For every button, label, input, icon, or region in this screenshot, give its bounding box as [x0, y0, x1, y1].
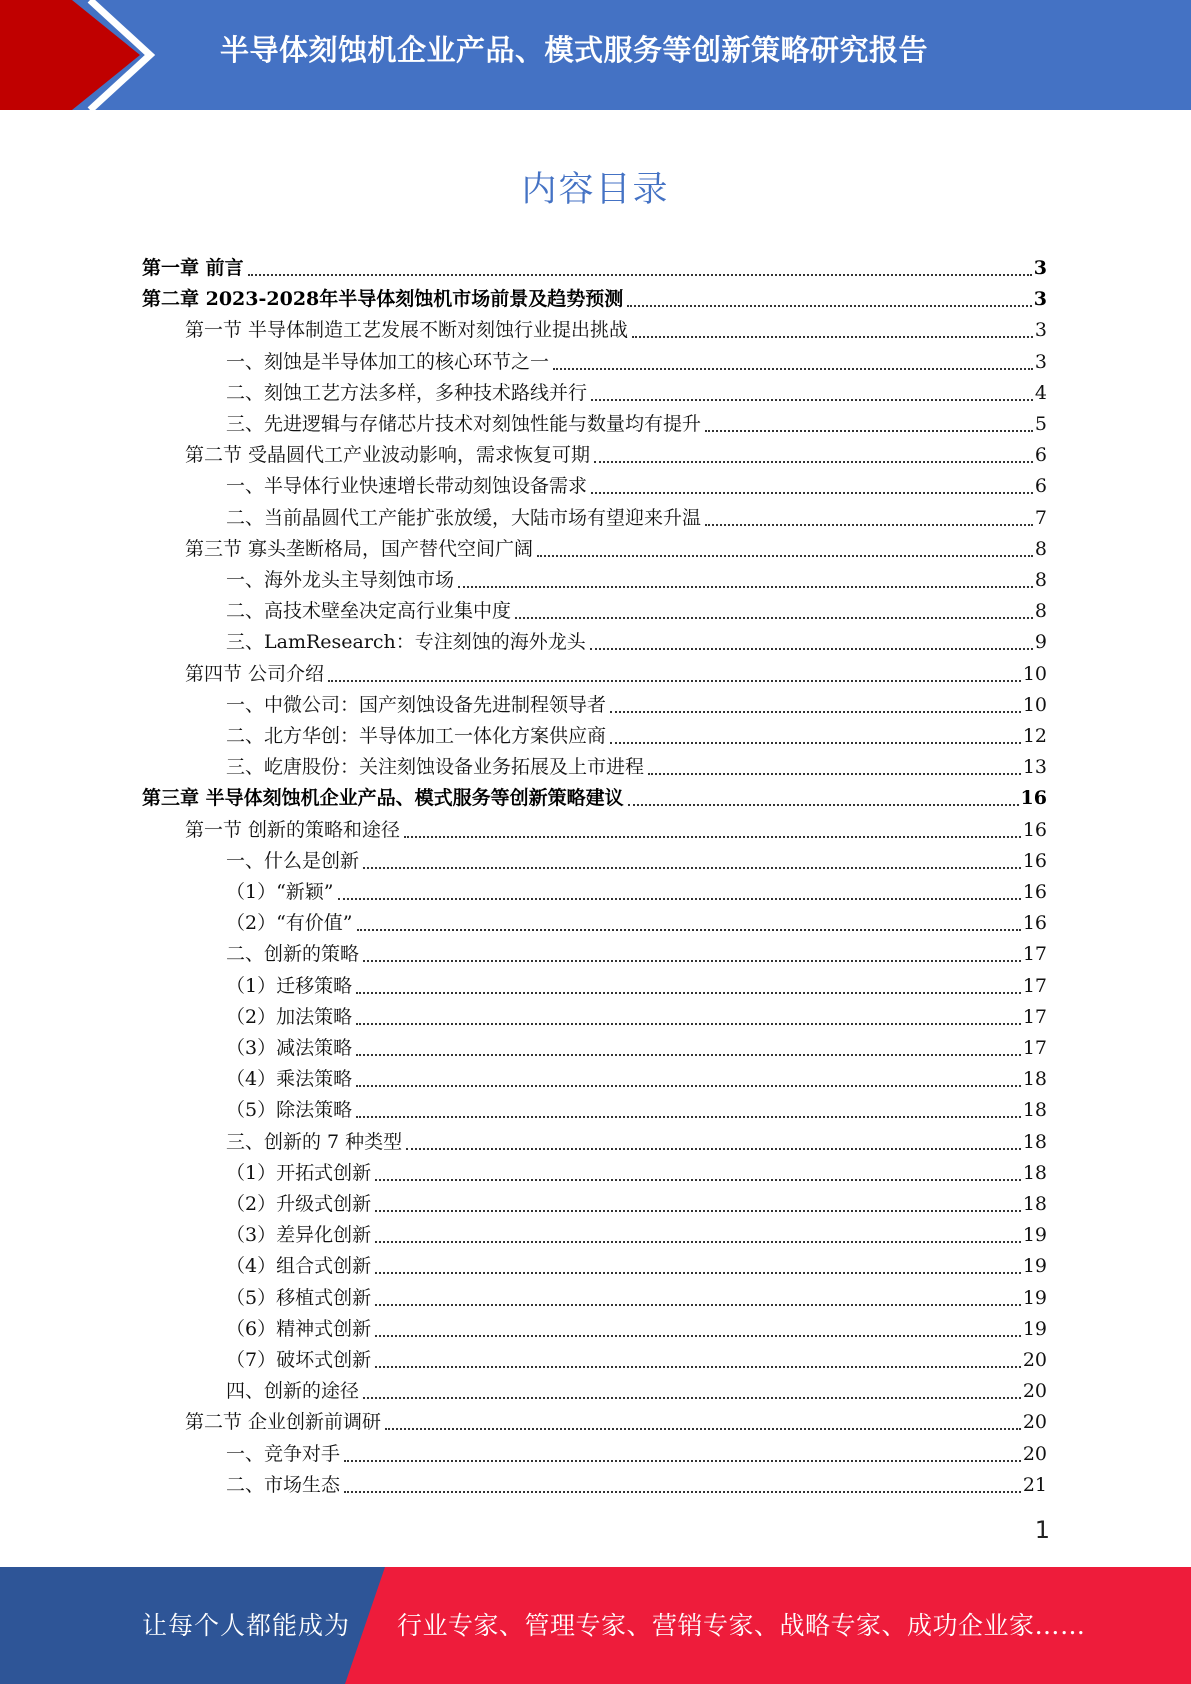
toc-entry-title: 三、屹唐股份：关注刻蚀设备业务拓展及上市进程 — [226, 756, 645, 779]
page-footer — [0, 1567, 1191, 1684]
toc-entry-page: 20 — [1022, 1380, 1047, 1403]
toc-entry-title: （1）迁移策略 — [226, 974, 353, 997]
toc-entry-page: 3 — [1033, 257, 1047, 279]
toc-dot-leader — [356, 1116, 1021, 1118]
toc-entry[interactable] — [226, 596, 1047, 627]
toc-dot-leader — [385, 1428, 1021, 1430]
toc-entry-page: 8 — [1034, 600, 1047, 623]
toc-entry[interactable] — [226, 1033, 1047, 1064]
footer-slogan-right: 行业专家、管理专家、营销专家、战略专家、成功企业家…… — [397, 1611, 1086, 1640]
toc-entry[interactable] — [226, 1251, 1047, 1282]
toc-entry[interactable] — [185, 315, 1047, 346]
toc-entry-page: 16 — [1022, 912, 1047, 935]
toc-entry[interactable] — [226, 939, 1047, 970]
toc-entry-page: 16 — [1022, 849, 1047, 872]
toc-entry-title: （6）精神式创新 — [226, 1317, 372, 1340]
toc-dot-leader — [553, 368, 1033, 370]
toc-entry-page: 3 — [1034, 350, 1047, 373]
toc-entry-page: 10 — [1022, 693, 1047, 716]
toc-entry-title: 二、刻蚀工艺方法多样，多种技术路线并行 — [226, 381, 588, 404]
toc-entry-title: （1）开拓式创新 — [226, 1161, 372, 1184]
toc-entry-title: 一、中微公司：国产刻蚀设备先进制程领导者 — [226, 693, 607, 716]
toc-entry[interactable] — [226, 471, 1047, 502]
toc-entry-page: 19 — [1022, 1317, 1047, 1340]
toc-entry[interactable] — [142, 284, 1047, 315]
toc-entry-title: （2）“有价值” — [226, 912, 353, 935]
toc-entry[interactable] — [226, 1376, 1047, 1407]
toc-entry-page: 10 — [1022, 662, 1047, 685]
toc-entry-title: 一、海外龙头主导刻蚀市场 — [226, 569, 455, 591]
toc-entry-title: （2）加法策略 — [226, 1005, 353, 1028]
toc-entry[interactable] — [226, 846, 1047, 877]
toc-entry[interactable] — [226, 1470, 1047, 1501]
toc-entry-page: 4 — [1034, 381, 1047, 404]
toc-dot-leader — [610, 711, 1021, 713]
toc-entry-page: 18 — [1022, 1130, 1047, 1153]
toc-entry[interactable] — [226, 378, 1047, 409]
toc-entry-title: （4）组合式创新 — [226, 1255, 372, 1278]
toc-entry-title: 第二章 2023-2028年半导体刻蚀机市场前景及趋势预测 — [142, 288, 624, 311]
toc-entry-title: 一、什么是创新 — [226, 849, 360, 872]
toc-entry-title: （3）减法策略 — [226, 1037, 353, 1059]
toc-entry[interactable] — [226, 877, 1047, 908]
page-header — [0, 0, 1191, 110]
toc-entry[interactable] — [226, 503, 1047, 534]
toc-entry-page: 5 — [1034, 413, 1047, 435]
toc-entry-page: 8 — [1034, 537, 1047, 560]
toc-entry-page: 19 — [1022, 1286, 1047, 1309]
toc-entry-title: 第一章 前言 — [142, 257, 244, 279]
toc-entry-title: （4）乘法策略 — [226, 1068, 353, 1091]
toc-entry-page: 17 — [1022, 943, 1047, 966]
toc-dot-leader — [363, 960, 1021, 962]
toc-dot-leader — [375, 1179, 1021, 1181]
toc-entry-page: 18 — [1022, 1193, 1047, 1215]
toc-entry-title: 三、创新的 7 种类型 — [226, 1130, 403, 1153]
toc-entry[interactable] — [226, 409, 1047, 440]
toc-entry-page: 20 — [1022, 1349, 1047, 1371]
toc-dot-leader — [705, 524, 1033, 526]
toc-entry[interactable] — [226, 627, 1047, 658]
toc-entry-title: （7）破坏式创新 — [226, 1349, 372, 1371]
toc-entry-page: 18 — [1022, 1068, 1047, 1091]
toc-entry[interactable] — [185, 815, 1047, 846]
toc-entry[interactable] — [226, 1002, 1047, 1033]
toc-entry-page: 12 — [1022, 725, 1047, 747]
toc-entry-page: 17 — [1022, 1037, 1047, 1059]
toc-entry-title: 二、高技术壁垒决定高行业集中度 — [226, 600, 512, 623]
toc-entry[interactable] — [226, 690, 1047, 721]
toc-dot-leader — [590, 648, 1033, 650]
toc-dot-leader — [375, 1272, 1021, 1274]
toc-dot-leader — [344, 1460, 1021, 1462]
toc-entry[interactable] — [226, 1064, 1047, 1095]
toc-entry-page: 19 — [1022, 1224, 1047, 1247]
toc-entry-title: （1）“新颖” — [226, 881, 334, 903]
toc-entry-title: 二、创新的策略 — [226, 943, 360, 966]
toc-entry[interactable] — [226, 1283, 1047, 1314]
toc-entry-title: 二、北方华创：半导体加工一体化方案供应商 — [226, 725, 607, 747]
toc-entry-page: 20 — [1022, 1442, 1047, 1465]
toc-entry-title: （5）除法策略 — [226, 1099, 353, 1122]
toc-entry[interactable] — [226, 565, 1047, 596]
page-number: 1 — [1034, 1516, 1050, 1544]
toc-entry-title: 第三章 半导体刻蚀机企业产品、模式服务等创新策略建议 — [142, 787, 624, 810]
toc-entry[interactable] — [226, 1158, 1047, 1189]
toc-entry[interactable] — [226, 1314, 1047, 1345]
toc-dot-leader — [375, 1210, 1021, 1212]
toc-entry[interactable] — [226, 908, 1047, 939]
toc-entry-title: 三、先进逻辑与存储芯片技术对刻蚀性能与数量均有提升 — [226, 413, 702, 435]
toc-dot-leader — [248, 274, 1032, 276]
toc-entry-page: 6 — [1034, 475, 1047, 498]
toc-dot-leader — [363, 1397, 1021, 1399]
toc-entry[interactable] — [226, 347, 1047, 378]
toc-entry[interactable] — [185, 534, 1047, 565]
toc-entry[interactable] — [226, 721, 1047, 752]
toc-entry-title: 三、LamResearch：专注刻蚀的海外龙头 — [226, 631, 586, 654]
toc-entry-page: 3 — [1033, 288, 1047, 311]
toc-entry[interactable] — [185, 440, 1047, 471]
toc-dot-leader — [591, 492, 1033, 494]
toc-entry-page: 16 — [1022, 818, 1047, 841]
toc-dot-leader — [591, 399, 1033, 401]
toc-entry-page: 20 — [1022, 1411, 1047, 1434]
toc-entry[interactable] — [226, 1439, 1047, 1470]
toc-dot-leader — [356, 1023, 1021, 1025]
toc-entry[interactable] — [142, 253, 1047, 284]
toc-dot-leader — [594, 461, 1033, 463]
toc-entry-page: 3 — [1034, 319, 1047, 342]
toc-entry-page: 17 — [1022, 1005, 1047, 1028]
toc-dot-leader — [375, 1335, 1021, 1337]
toc-entry[interactable] — [185, 659, 1047, 690]
toc-dot-leader — [648, 773, 1021, 775]
toc-entry[interactable] — [226, 1189, 1047, 1220]
toc-dot-leader — [537, 555, 1033, 557]
toc-entry[interactable] — [226, 1127, 1047, 1158]
toc-entry[interactable] — [185, 1407, 1047, 1438]
toc-dot-leader — [356, 992, 1021, 994]
toc-dot-leader — [338, 898, 1021, 900]
toc-dot-leader — [356, 1085, 1021, 1087]
toc-entry-title: 第二节 受晶圆代工产业波动影响，需求恢复可期 — [185, 444, 591, 467]
toc-entry[interactable] — [226, 752, 1047, 783]
toc-entry-title: 一、半导体行业快速增长带动刻蚀设备需求 — [226, 475, 588, 498]
toc-dot-leader — [375, 1304, 1021, 1306]
toc-entry[interactable] — [226, 971, 1047, 1002]
toc-dot-leader — [515, 617, 1033, 619]
toc-entry-title: 第一节 半导体制造工艺发展不断对刻蚀行业提出挑战 — [185, 319, 629, 342]
toc-entry-page: 8 — [1034, 569, 1047, 591]
toc-entry-page: 9 — [1034, 631, 1047, 654]
toc-dot-leader — [356, 1054, 1021, 1056]
toc-dot-leader — [632, 336, 1033, 338]
toc-entry-title: 一、刻蚀是半导体加工的核心环节之一 — [226, 350, 550, 373]
toc-dot-leader — [628, 804, 1019, 806]
toc-entry-title: 二、市场生态 — [226, 1473, 341, 1496]
toc-dot-leader — [375, 1241, 1021, 1243]
toc-entry-page: 17 — [1022, 974, 1047, 997]
toc-heading: 内容目录 — [521, 170, 670, 210]
toc-entry-title: 第一节 创新的策略和途径 — [185, 818, 401, 841]
toc-entry[interactable] — [226, 1220, 1047, 1251]
toc-entry-page: 21 — [1022, 1473, 1047, 1496]
toc-entry-page: 19 — [1022, 1255, 1047, 1278]
toc-dot-leader — [328, 680, 1021, 682]
toc-entry-title: （2）升级式创新 — [226, 1193, 372, 1215]
toc-dot-leader — [344, 1491, 1021, 1493]
toc-entry-title: （5）移植式创新 — [226, 1286, 372, 1309]
report-title: 半导体刻蚀机企业产品、模式服务等创新策略研究报告 — [220, 33, 929, 67]
toc-dot-leader — [406, 1148, 1021, 1150]
toc-entry[interactable] — [226, 1345, 1047, 1376]
toc-entry[interactable] — [142, 783, 1047, 814]
toc-dot-leader — [610, 742, 1021, 744]
toc-entry-title: （3）差异化创新 — [226, 1224, 372, 1247]
toc-dot-leader — [705, 430, 1033, 432]
toc-entry-page: 16 — [1022, 881, 1047, 903]
toc-dot-leader — [458, 586, 1033, 588]
toc-entry-page: 6 — [1034, 444, 1047, 467]
toc-entry[interactable] — [226, 1095, 1047, 1126]
footer-slogan-left: 让每个人都能成为 — [142, 1611, 351, 1640]
toc-dot-leader — [404, 836, 1021, 838]
toc-dot-leader — [357, 929, 1021, 931]
toc-entry-page: 7 — [1034, 506, 1047, 529]
toc-entry-title: 四、创新的途径 — [226, 1380, 360, 1403]
toc-entry-title: 第四节 公司介绍 — [185, 662, 325, 685]
toc-entry-title: 第二节 企业创新前调研 — [185, 1411, 382, 1434]
toc-entry-title: 二、当前晶圆代工产能扩张放缓，大陆市场有望迎来升温 — [226, 506, 702, 529]
toc-entry-page: 18 — [1022, 1161, 1047, 1184]
toc-dot-leader — [375, 1366, 1021, 1368]
toc-dot-leader — [363, 867, 1021, 869]
toc-entry-title: 第三节 寡头垄断格局，国产替代空间广阔 — [185, 537, 534, 560]
toc-entry-page: 18 — [1022, 1099, 1047, 1122]
toc-entry-title: 一、竞争对手 — [226, 1442, 341, 1465]
toc-entry-page: 16 — [1020, 787, 1047, 810]
toc-entry-page: 13 — [1022, 756, 1047, 779]
toc-dot-leader — [627, 305, 1032, 307]
